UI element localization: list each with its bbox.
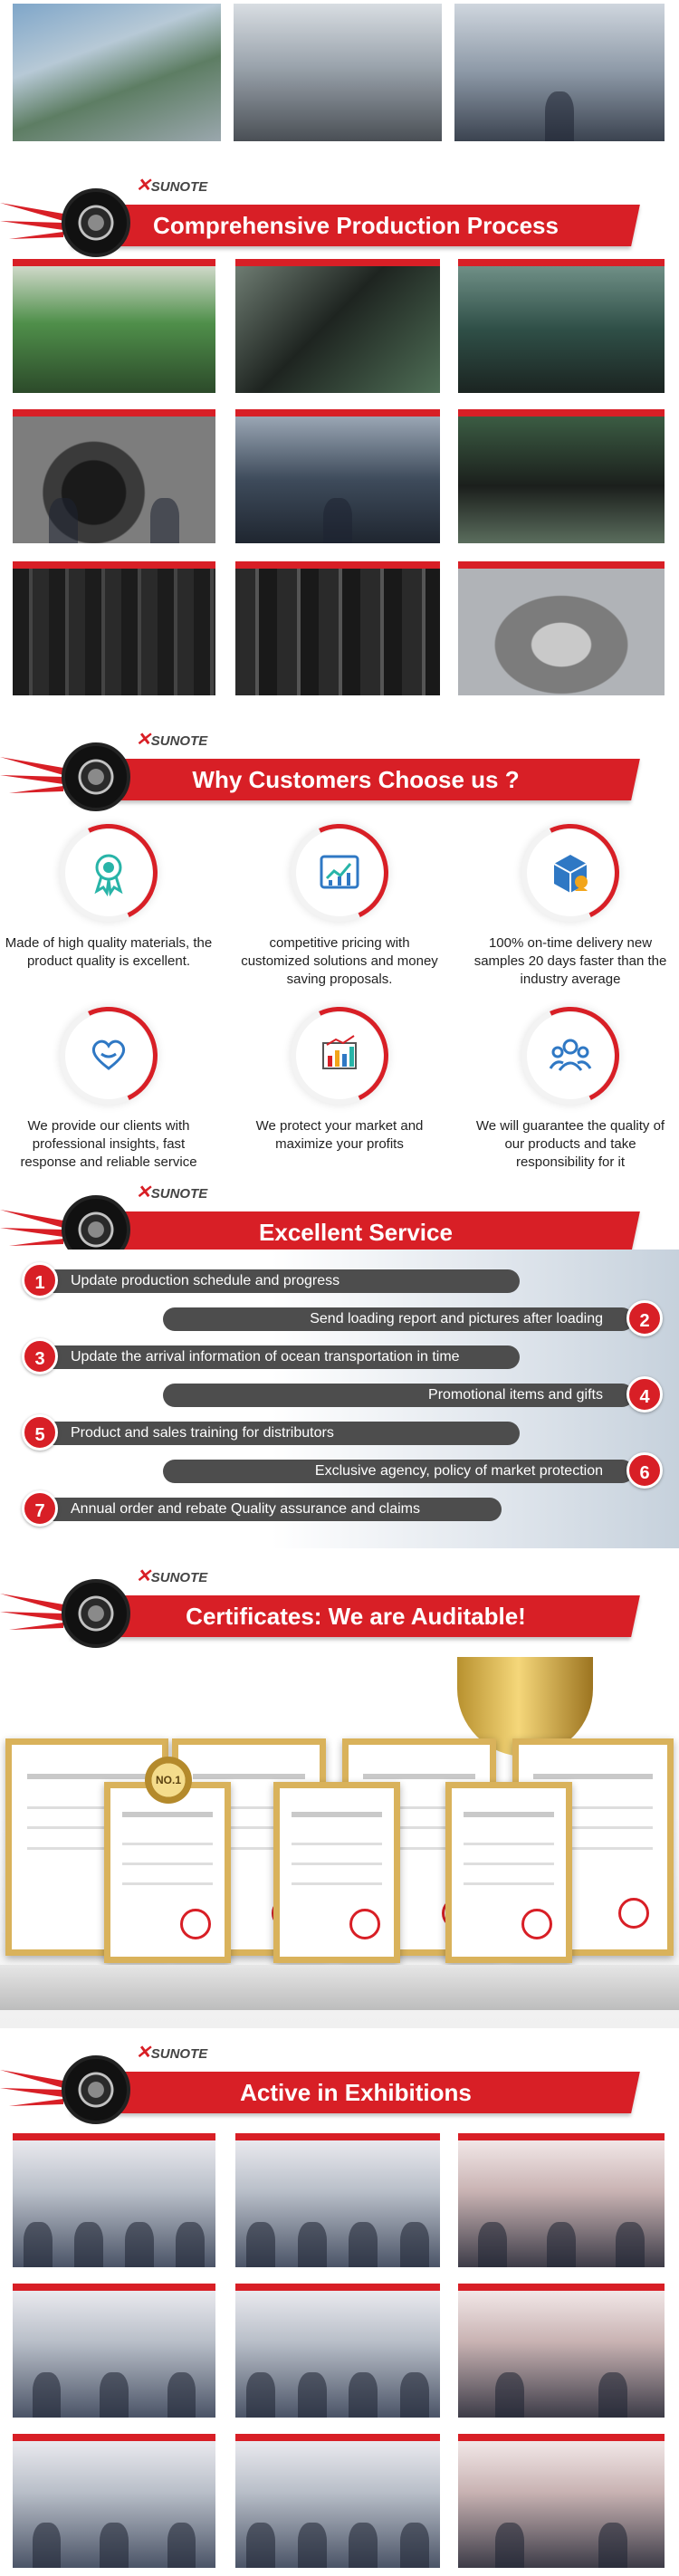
brand-logo: ✕SUNOTE — [136, 1566, 208, 1586]
feature-text: 100% on-time delivery new samples 20 days faster than the industry average — [473, 935, 667, 987]
service-item-7 — [22, 1496, 520, 1523]
feature-text: We provide our clients with professional insights, fast response and reliable service — [20, 1118, 197, 1170]
exhibition-photo-5 — [235, 2284, 440, 2418]
production-photo-9 — [458, 561, 665, 695]
service-list — [0, 1250, 679, 1548]
exhibition-photo-8 — [235, 2434, 440, 2568]
service-number: 2 — [626, 1300, 663, 1336]
production-photo-7 — [13, 561, 215, 695]
certificates-display — [0, 1648, 679, 2028]
certificate — [445, 1782, 572, 1963]
service-number: 3 — [22, 1338, 58, 1374]
brand-logo: ✕SUNOTE — [136, 1183, 208, 1202]
exhibition-photo-1 — [13, 2133, 215, 2267]
brand-logo: ✕SUNOTE — [136, 730, 208, 750]
exhibition-photo-7 — [13, 2434, 215, 2568]
factory-aerial-photo — [13, 4, 221, 141]
production-photo-2 — [235, 259, 440, 393]
feature-text: We will guarantee the quality of our products and take responsibility for it — [475, 1118, 665, 1170]
service-item-1 — [22, 1268, 520, 1295]
section-title: Excellent Service — [259, 1219, 453, 1246]
service-number: 1 — [22, 1262, 58, 1298]
production-photo-8 — [235, 561, 440, 695]
service-number: 7 — [22, 1490, 58, 1527]
service-number: 6 — [626, 1452, 663, 1489]
production-photo-6 — [458, 409, 665, 543]
section-banner-certificates — [0, 1557, 679, 1648]
service-text: Send loading report and pictures after loading — [163, 1307, 634, 1331]
feature-text: Made of high quality materials, the product quality is excellent. — [5, 935, 213, 969]
service-text: Update production schedule and progress — [40, 1269, 520, 1293]
lab-worker-photo — [454, 4, 665, 141]
section-title: Why Customers Choose us ? — [192, 766, 520, 793]
service-text: Annual order and rebate Quality assurance and claims — [40, 1498, 502, 1521]
section-banner-why — [0, 721, 679, 811]
service-text: Update the arrival information of ocean transportation in time — [40, 1345, 520, 1369]
section-title: Active in Exhibitions — [240, 2079, 472, 2106]
service-item-4 — [163, 1382, 670, 1409]
lab-equipment-photo — [234, 4, 442, 141]
production-photo-4 — [13, 409, 215, 543]
heart-hands-icon — [85, 1032, 132, 1079]
service-item-6 — [163, 1458, 670, 1485]
growth-chart-icon — [316, 849, 363, 896]
certificate — [104, 1782, 231, 1963]
section-title: Certificates: We are Auditable! — [186, 1603, 526, 1630]
production-photo-1 — [13, 259, 215, 393]
market-chart-icon — [316, 1032, 363, 1079]
service-item-3 — [22, 1344, 520, 1371]
feature-market — [235, 1007, 444, 1154]
production-photo-3 — [458, 259, 665, 393]
feature-pricing — [235, 824, 444, 989]
service-text: Exclusive agency, policy of market protection — [163, 1460, 634, 1483]
medal-icon: NO.1 — [145, 1757, 192, 1804]
service-item-5 — [22, 1420, 520, 1447]
exhibition-photo-6 — [458, 2284, 665, 2418]
service-text: Promotional items and gifts — [163, 1384, 634, 1407]
exhibition-photo-3 — [458, 2133, 665, 2267]
service-text: Product and sales training for distributors — [40, 1422, 520, 1445]
service-item-2 — [163, 1306, 670, 1333]
feature-responsibility — [466, 1007, 674, 1172]
section-banner-exhibitions — [0, 2034, 679, 2124]
certificate — [273, 1782, 400, 1963]
feature-delivery — [466, 824, 674, 989]
team-people-icon — [547, 1032, 594, 1079]
production-photo-5 — [235, 409, 440, 543]
service-number: 5 — [22, 1414, 58, 1451]
feature-quality — [5, 824, 213, 971]
brand-logo: ✕SUNOTE — [136, 176, 208, 196]
service-number: 4 — [626, 1376, 663, 1412]
exhibition-photo-4 — [13, 2284, 215, 2418]
delivery-box-icon — [547, 849, 594, 896]
exhibition-photo-9 — [458, 2434, 665, 2568]
feature-text: competitive pricing with customized solutions and money saving proposals. — [241, 935, 438, 987]
section-title: Comprehensive Production Process — [153, 212, 559, 239]
brand-logo: ✕SUNOTE — [136, 2043, 208, 2063]
display-floor — [0, 1965, 679, 2010]
feature-text: We protect your market and maximize your profits — [255, 1118, 424, 1152]
award-ribbon-icon — [85, 849, 132, 896]
exhibition-photo-2 — [235, 2133, 440, 2267]
section-banner-production — [0, 167, 679, 257]
feature-service — [5, 1007, 213, 1172]
